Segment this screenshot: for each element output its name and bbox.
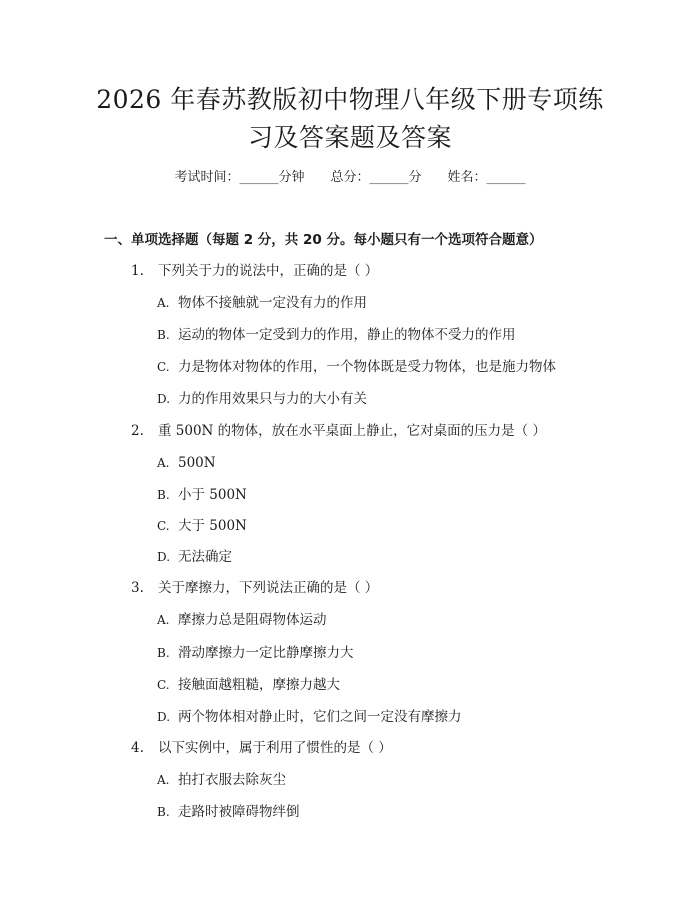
question-4-option-b — [157, 802, 300, 822]
question-2-option-b — [157, 485, 247, 505]
question-1-option-b — [157, 325, 516, 345]
option-text: 走路时被障碍物绊倒 — [178, 804, 300, 820]
option-text: 物体不接触就一定没有力的作用 — [178, 295, 367, 311]
question-3-option-a — [157, 610, 327, 630]
question-number: 4. — [131, 740, 144, 756]
option-text: 力的作用效果只与力的大小有关 — [178, 391, 367, 407]
question-stem: 以下实例中，属于利用了惯性的是（ ） — [158, 740, 392, 756]
exam-info-row — [0, 168, 700, 188]
option-text: 无法确定 — [178, 549, 232, 565]
option-letter: D. — [157, 550, 171, 564]
option-text: 拍打衣服去除灰尘 — [178, 772, 286, 788]
document-title-line-1: 2026 年春苏教版初中物理八年级下册专项练 — [96, 85, 604, 114]
question-2-option-d — [157, 547, 232, 567]
option-letter: B. — [157, 488, 170, 502]
option-text: 摩擦力总是阻碍物体运动 — [178, 612, 327, 628]
option-letter: A. — [157, 456, 170, 470]
option-text: 小于 500N — [178, 487, 247, 503]
option-text: 大于 500N — [178, 518, 247, 534]
exam-time-field: 考试时间：______分钟 — [174, 170, 305, 185]
exam-name-field: 姓名：______ — [447, 170, 526, 185]
option-letter: A. — [157, 613, 170, 627]
option-letter: A. — [157, 296, 170, 310]
option-text: 500N — [178, 455, 216, 471]
question-3-option-b — [157, 643, 354, 663]
option-letter: A. — [157, 773, 170, 787]
option-text: 两个物体相对静止时，它们之间一定没有摩擦力 — [178, 709, 462, 725]
question-stem: 下列关于力的说法中，正确的是（ ） — [158, 263, 379, 279]
option-letter: D. — [157, 392, 171, 406]
option-letter: B. — [157, 805, 170, 819]
section-heading-single-choice: 一、单项选择题（每题 2 分，共 20 分。每小题只有一个选项符合题意） — [104, 232, 543, 248]
question-2-option-a — [157, 453, 216, 473]
document-title-line-2: 习及答案题及答案 — [247, 123, 452, 152]
option-letter: D. — [157, 710, 171, 724]
question-1-option-a — [157, 293, 367, 313]
option-text: 运动的物体一定受到力的作用，静止的物体不受力的作用 — [178, 327, 516, 343]
question-number: 3. — [131, 580, 144, 596]
question-1-option-d — [157, 389, 367, 409]
question-4-option-a — [157, 770, 286, 790]
question-stem: 重 500N 的物体，放在水平桌面上静止，它对桌面的压力是（ ） — [158, 423, 546, 439]
exam-score-field: 总分：______分 — [330, 170, 422, 185]
option-text: 力是物体对物体的作用，一个物体既是受力物体，也是施力物体 — [178, 359, 556, 375]
question-number: 1. — [131, 263, 144, 279]
question-3-option-d — [157, 707, 462, 727]
question-3 — [131, 578, 378, 598]
option-letter: C. — [157, 360, 170, 374]
question-2-option-c — [157, 516, 247, 536]
option-letter: C. — [157, 519, 170, 533]
question-1 — [131, 261, 378, 281]
option-text: 接触面越粗糙，摩擦力越大 — [178, 677, 340, 693]
option-letter: C. — [157, 678, 170, 692]
option-letter: B. — [157, 328, 170, 342]
question-number: 2. — [131, 423, 144, 439]
question-3-option-c — [157, 675, 340, 695]
question-4 — [131, 738, 392, 758]
option-letter: B. — [157, 646, 170, 660]
question-stem: 关于摩擦力，下列说法正确的是（ ） — [158, 580, 379, 596]
question-2 — [131, 421, 546, 441]
question-1-option-c — [157, 357, 556, 377]
option-text: 滑动摩擦力一定比静摩擦力大 — [178, 645, 354, 661]
